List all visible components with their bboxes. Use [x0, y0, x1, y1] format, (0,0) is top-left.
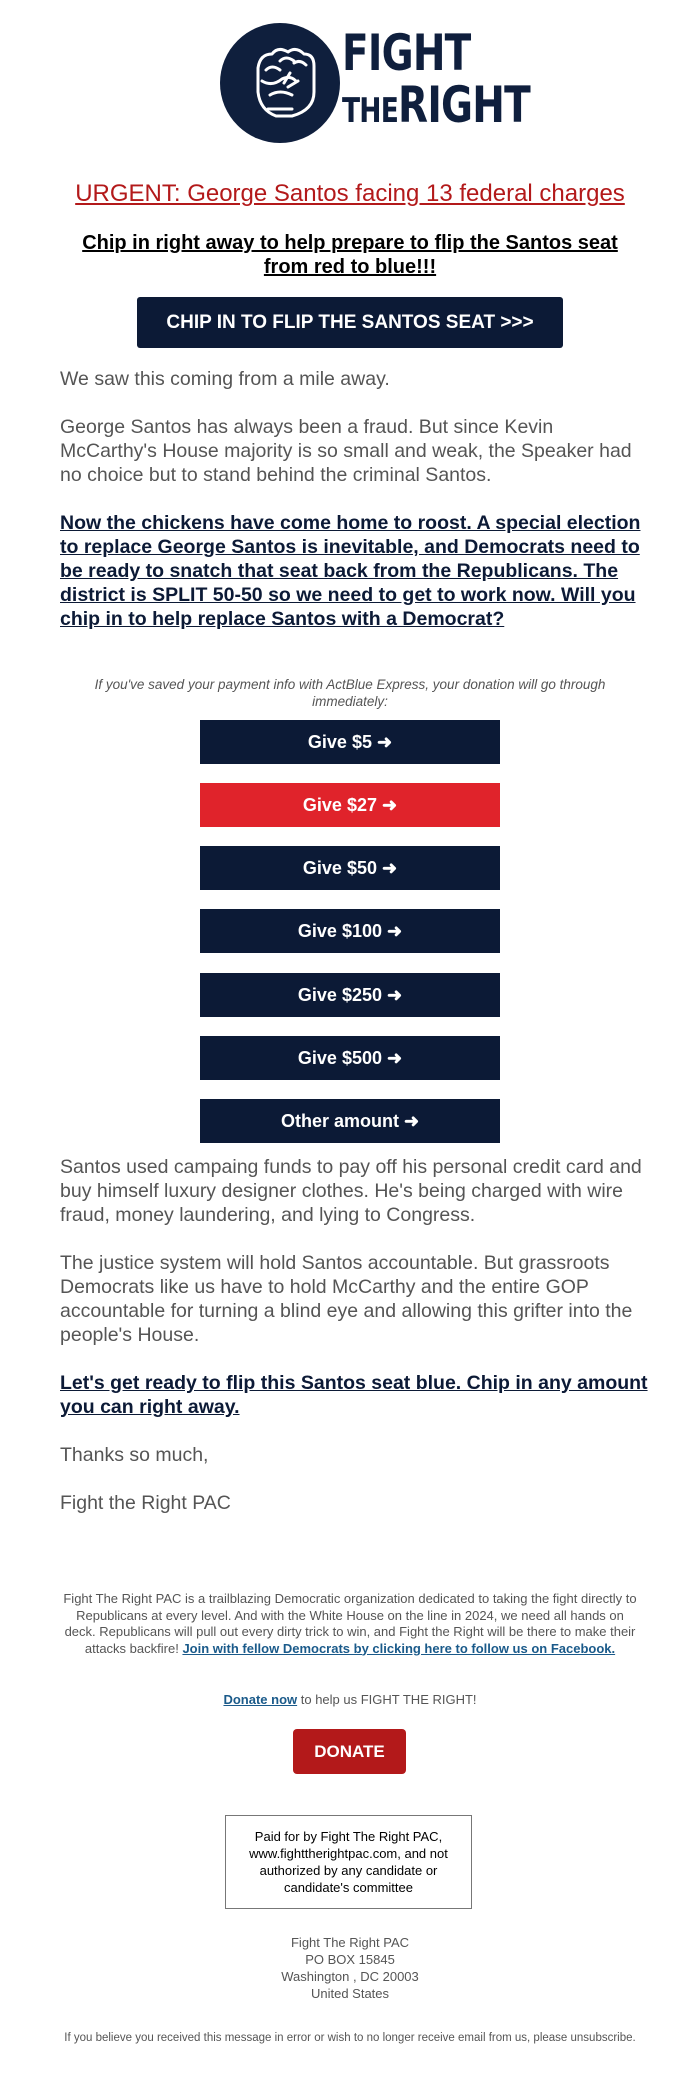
give-other-amount-button[interactable]: Other amount ➜ — [200, 1099, 500, 1143]
logo-line-2-small: THE — [342, 91, 399, 131]
address-line: Washington , DC 20003 — [281, 1969, 419, 1984]
body-paragraph-5: The justice system will hold Santos accountable. But grassroots Democrats like us have to hold McCarthy and the entire GOP accountable for turning a blind eye and allowing this grifter into the people's House. — [60, 1252, 633, 1346]
chip-in-button[interactable]: CHIP IN TO FLIP THE SANTOS SEAT >>> — [137, 297, 563, 348]
address-line: PO BOX 15845 — [305, 1952, 395, 1967]
logo-line-2 — [342, 76, 530, 137]
footer-about-text: Fight The Right PAC is a trailblazing Democratic organization dedicated to taking the fight directly to Republicans at every level. And with the White House on the line in 2024, we need all hands on deck. Republicans will pull out every dirty trick to win, and Fight the Right will be there to make their attacks backfire! — [63, 1591, 637, 1656]
unsubscribe-text[interactable]: If you believe you received this message in error or wish to no longer receive email from us, please unsubscribe. — [64, 2032, 636, 2044]
body-paragraph-4: Santos used campaing funds to pay off his personal credit card and buy himself luxury designer clothes. He's being charged with wire fraud, money laundering, and lying to Congress. — [60, 1156, 642, 1226]
give-5-button[interactable]: Give $5 ➜ — [200, 720, 500, 764]
donate-line-text: to help us FIGHT THE RIGHT! — [300, 1692, 477, 1707]
body-paragraph-1: We saw this coming from a mile away. — [60, 368, 390, 390]
logo-line-2-big: RIGHT — [398, 76, 530, 134]
address-line: Fight The Right PAC — [290, 1935, 409, 1950]
footer-about — [60, 1591, 640, 1657]
body-paragraph-6-link[interactable]: Let's get ready to flip this Santos seat blue. Chip in any amount you can right away. — [60, 1372, 648, 1418]
address-line: United States — [310, 1986, 390, 2001]
mailing-address — [0, 1934, 700, 2002]
facebook-link[interactable]: Join with fellow Democrats by clicking here to follow us on Facebook. — [182, 1640, 616, 1656]
subhead-link[interactable]: Chip in right away to help prepare to flip the Santos seat from red to blue!!! — [82, 232, 618, 278]
body-paragraph-2: George Santos has always been a fraud. But since Kevin McCarthy's House majority is so small and weak, the Speaker had no choice but to stand behind the criminal Santos. — [60, 416, 632, 486]
signature: Fight the Right PAC — [60, 1492, 231, 1514]
donate-line — [0, 1692, 700, 1707]
logo-line-1: FIGHT — [342, 24, 471, 82]
give-50-button[interactable]: Give $50 ➜ — [200, 846, 500, 890]
fight-the-right-logo — [220, 21, 530, 143]
headline-link[interactable]: URGENT: George Santos facing 13 federal charges — [75, 180, 625, 207]
raised-fist-icon — [220, 23, 340, 143]
give-100-button[interactable]: Give $100 ➜ — [200, 909, 500, 953]
donate-button[interactable]: DONATE — [293, 1729, 406, 1774]
sign-off: Thanks so much, — [60, 1444, 209, 1466]
paid-for-disclaimer: Paid for by Fight The Right PAC, www.fighttherightpac.com, and not authorized by any candidate or candidate's committee — [225, 1815, 472, 1909]
give-27-button[interactable]: Give $27 ➜ — [200, 783, 500, 827]
logo-wordmark — [342, 24, 583, 137]
donate-now-link[interactable]: Donate now — [223, 1692, 298, 1707]
body-paragraph-3-link[interactable]: Now the chickens have come home to roost. A special election to replace George Santos is inevitable, and Democrats need to be ready to snatch that seat back from the Republicans. The district is SPLIT 50-50 so we need to get to work now. Will you chip in to help replace Santos with a Democrat? — [60, 512, 641, 630]
give-500-button[interactable]: Give $500 ➜ — [200, 1036, 500, 1080]
actblue-note: If you've saved your payment info with ActBlue Express, your donation will go through immediately: — [94, 677, 606, 709]
give-250-button[interactable]: Give $250 ➜ — [200, 973, 500, 1017]
